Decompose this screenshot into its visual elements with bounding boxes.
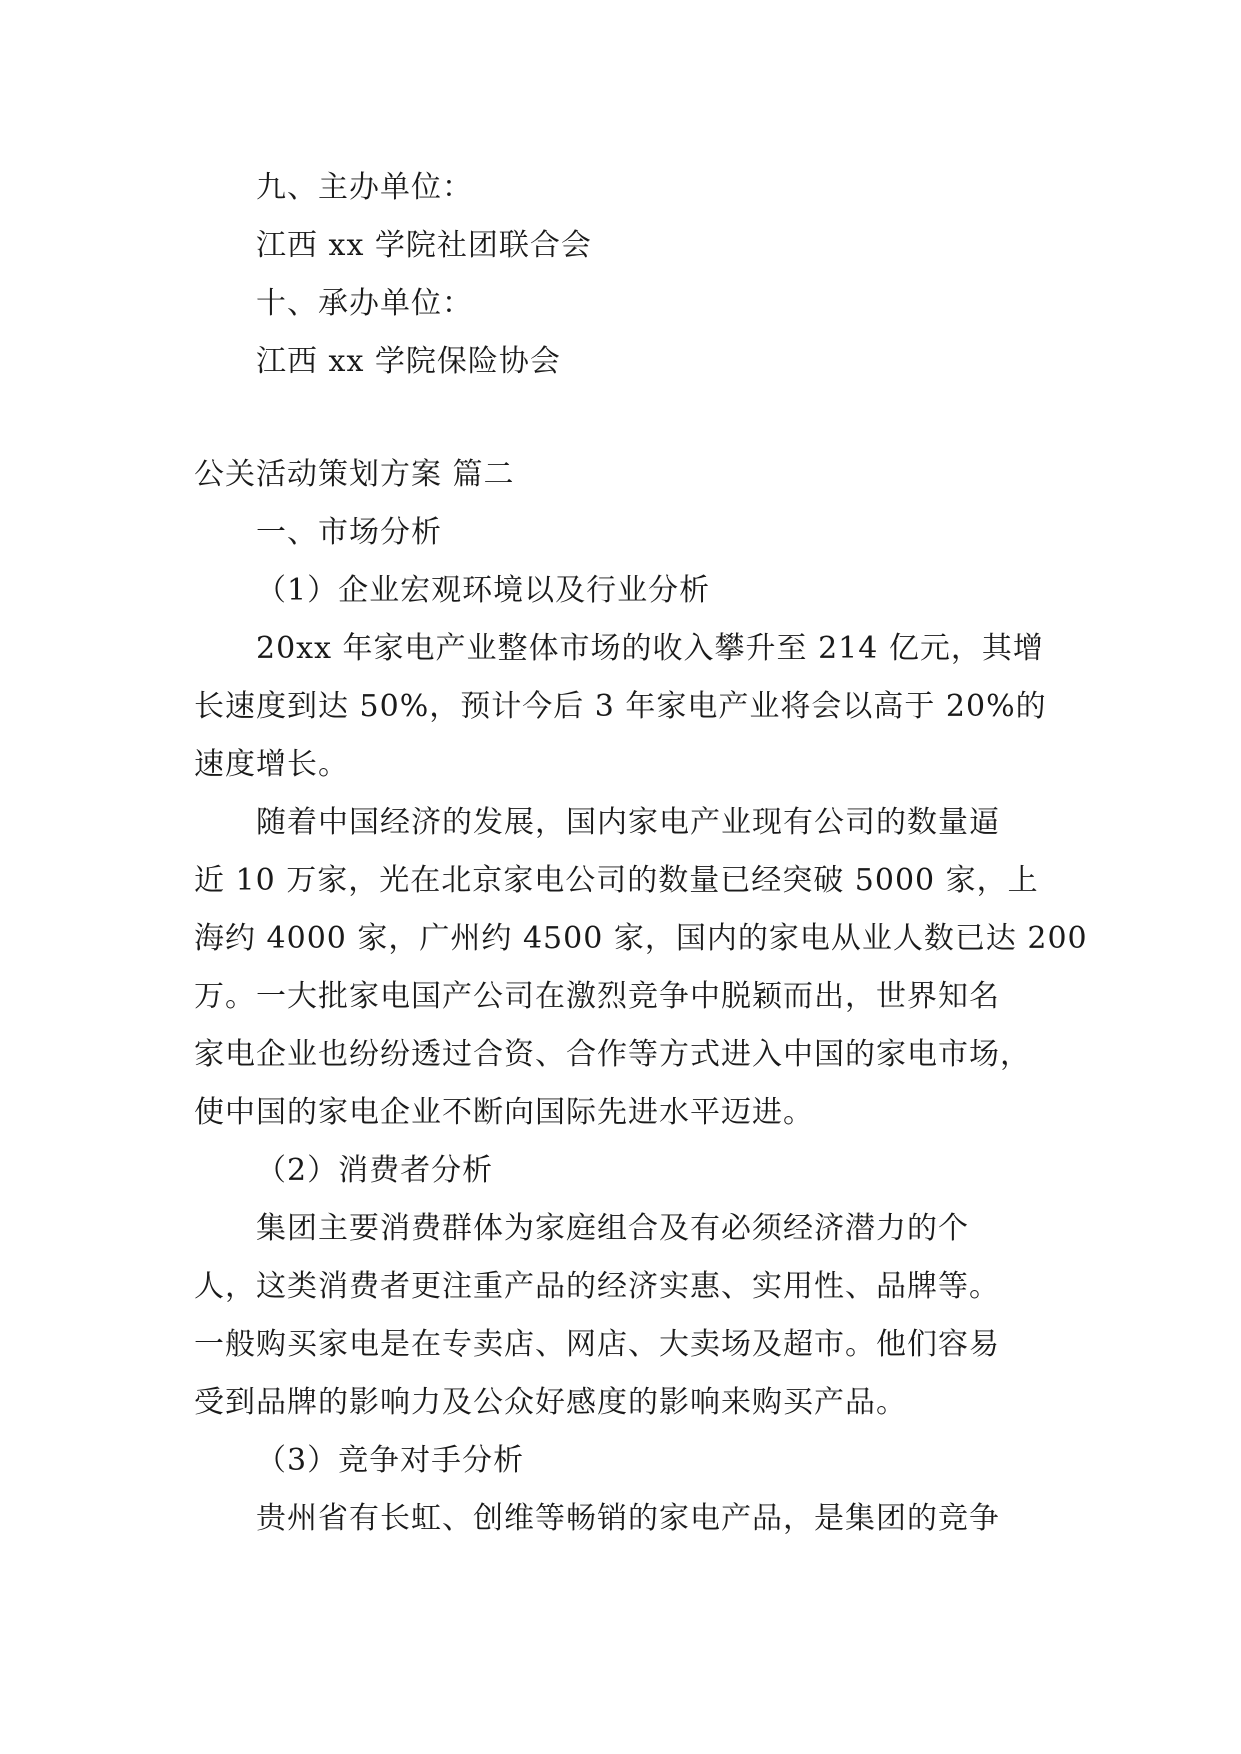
paragraph-line: 贵州省有长虹、创维等畅销的家电产品，是集团的竞争 xyxy=(256,1501,1000,1536)
part-two-title: 公关活动策划方案 篇二 xyxy=(194,457,515,492)
paragraph-line: 家电企业也纷纷透过合资、合作等方式进入中国的家电市场， xyxy=(194,1037,1031,1072)
co-organizer-name: 江西 xx 学院保险协会 xyxy=(256,344,561,379)
subsection-2-heading: （2）消费者分析 xyxy=(256,1153,494,1188)
subsection-3-heading: （3）竞争对手分析 xyxy=(256,1443,525,1478)
paragraph-line: 万。一大批家电国产公司在激烈竞争中脱颖而出，世界知名 xyxy=(194,979,1000,1014)
paragraph-line: 20xx 年家电产业整体市场的收入攀升至 214 亿元，其增 xyxy=(256,631,1044,666)
section-nine-heading: 九、主办单位： xyxy=(256,170,473,205)
paragraph-line: 一般购买家电是在专卖店、网店、大卖场及超市。他们容易 xyxy=(194,1327,1000,1362)
subsection-1-heading: （1）企业宏观环境以及行业分析 xyxy=(256,573,711,608)
paragraph-line: 使中国的家电企业不断向国际先进水平迈进。 xyxy=(194,1095,814,1130)
market-analysis-heading: 一、市场分析 xyxy=(256,515,442,550)
paragraph-line: 长速度到达 50%，预计今后 3 年家电产业将会以高于 20%的 xyxy=(194,689,1047,724)
section-ten-heading: 十、承办单位： xyxy=(256,286,473,321)
organizer-name: 江西 xx 学院社团联合会 xyxy=(256,228,592,263)
paragraph-line: 速度增长。 xyxy=(194,747,349,782)
paragraph-line: 人，这类消费者更注重产品的经济实惠、实用性、品牌等。 xyxy=(194,1269,1000,1304)
paragraph-line: 近 10 万家，光在北京家电公司的数量已经突破 5000 家，上 xyxy=(194,863,1039,898)
paragraph-line: 随着中国经济的发展，国内家电产业现有公司的数量逼 xyxy=(256,805,1000,840)
paragraph-line: 海约 4000 家，广州约 4500 家，国内的家电从业人数已达 200 xyxy=(194,921,1088,956)
paragraph-line: 集团主要消费群体为家庭组合及有必须经济潜力的个 xyxy=(256,1211,969,1246)
paragraph-line: 受到品牌的影响力及公众好感度的影响来购买产品。 xyxy=(194,1385,907,1420)
